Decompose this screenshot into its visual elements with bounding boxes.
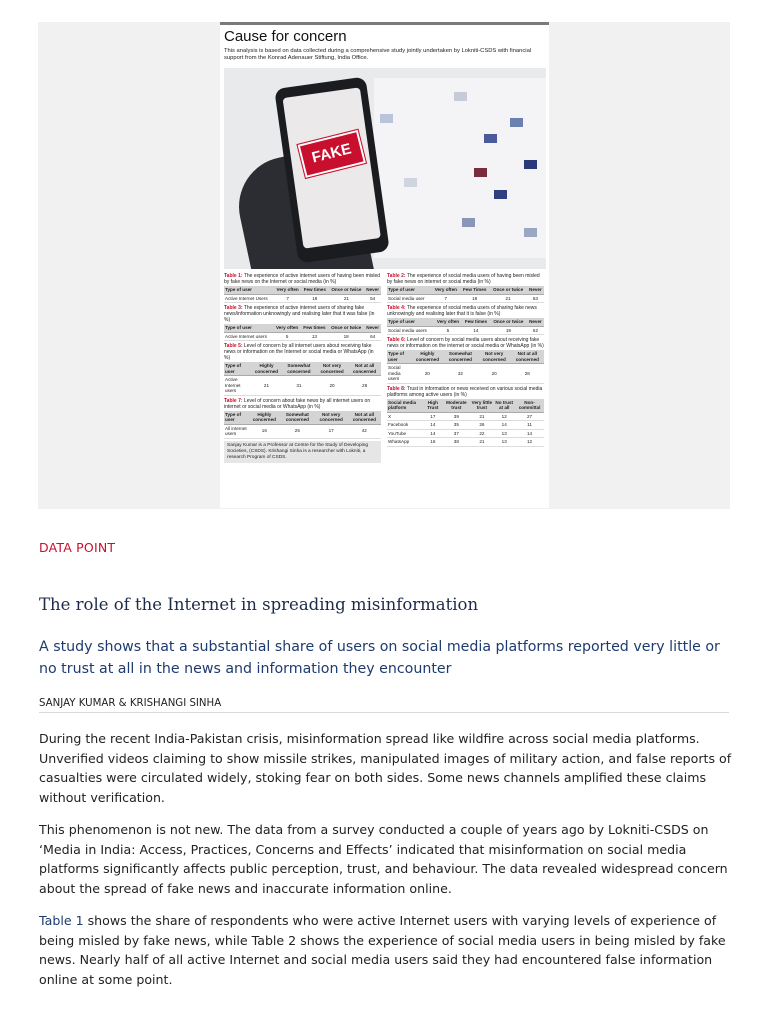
table-row: YouTube 14 37 22 13 14 bbox=[387, 429, 544, 438]
table-row: Social media users 20 32 20 28 bbox=[387, 364, 544, 384]
table-row: Facebook 14 35 26 14 11 bbox=[387, 421, 544, 430]
table-caption: Table 6: Level of concern by social media users about receiving fake news or information on the internet or social media or WhatsApp (in %) bbox=[387, 337, 544, 349]
table-6: Type of user Highly concerned Somewhat concerned Not very concerned Not at all concerned Social media users 20 32 20 28 bbox=[387, 350, 544, 384]
article-paragraph: Table 1 shows the share of respondents who were active Internet users with varying levels of experience of being misled by fake news, while Table 2 shows the experience of social media users in being misled by fake news. Nearly half of all active Internet and social media users said they had encountered false information online at some point. bbox=[39, 913, 726, 987]
infographic bbox=[220, 22, 549, 508]
tables-right-column bbox=[387, 271, 544, 449]
article-paragraph: During the recent India-Pakistan crisis, misinformation spread like wildfire across social media platforms. Unverified videos claiming to show missile strikes, manipulated images of military action, and false reports of casualties were circulated widely, stoking fear on both sides. Some news channels amplified these claims without verification. bbox=[39, 731, 732, 805]
table-caption: Table 3: The experience of active internet users of sharing fake news/information unknowingly and realising later that it was false (in %) bbox=[224, 305, 375, 323]
table-3: Type of user Very often Few times Once or twice Never Active Internet users 5 13 18 64 bbox=[225, 325, 380, 339]
table-row: Active Internet users 21 31 20 28 bbox=[224, 376, 381, 396]
table-8: Social media platform High Trust Moderate trust Very little trust No trust at all Non-committal X 17 39 21 12 27 Facebook 14 35 26 14 11 YouTube 14 37 22 13 14 WhatsApp 16 38 21 13 12 bbox=[387, 399, 544, 447]
infographic-tables bbox=[224, 271, 546, 508]
table-2: Type of user Very often Few Times Once or twice Never Social media user 7 18 21 53 bbox=[387, 286, 544, 303]
table-caption: Table 2: The experience of social media users of having been misled by fake news on internet or social media (in %) bbox=[387, 273, 540, 285]
section-kicker[interactable]: DATA POINT bbox=[39, 540, 116, 555]
table-row: WhatsApp 16 38 21 13 12 bbox=[387, 438, 544, 447]
byline[interactable]: SANJAY KUMAR & KRISHANGI SINHA bbox=[39, 698, 222, 709]
table-caption: Table 8: Trust in information or news received on various social media platforms among active users (in %) bbox=[387, 385, 543, 398]
table-1-reference: Table 1 bbox=[39, 913, 84, 928]
authors-note: Sanjay Kumar is a Professor at Centre for the Study of Developing Societies, (CSDS). Krishangi Sinha is a researcher with Lokniti, a research Program of CSDS. bbox=[224, 441, 381, 463]
article-paragraph: This phenomenon is not new. The data from a survey conducted a couple of years ago by Lokniti-CSDS on ‘Media in India: Access, Practices, Concerns and Effects’ indicated that misinformation on social media platforms significantly affects public perception, trust, and behaviour. The data revealed widespread concern about the spread of fake news and inaccurate information online. bbox=[39, 822, 728, 896]
table-row: Active Internet Users 7 18 21 54 bbox=[224, 294, 381, 303]
table-4: Type of user Very often Few times Once or twice Never Social media users 5 14 19 62 bbox=[387, 318, 544, 335]
byline-divider bbox=[39, 712, 729, 713]
article-deck: A study shows that a substantial share of users on social media platforms reported very little or no trust at all in the news and information they encounter bbox=[39, 639, 720, 677]
tables-left-column bbox=[224, 271, 381, 463]
table-row: X 17 39 21 12 27 bbox=[387, 412, 544, 421]
fake-label: FAKE bbox=[298, 130, 366, 178]
infographic-title: Cause for concern bbox=[224, 28, 347, 45]
table-caption: Table 5: Level of concern by all internet users about receiving fake news or information on the Internet or social media or WhatsApp (in %) bbox=[224, 343, 374, 361]
table-row: Social media users 5 14 19 62 bbox=[387, 326, 544, 335]
table-5: Type of user Highly concerned Somewhat concerned Not very concerned Not at all concerned Active Internet users 21 31 20 28 bbox=[224, 362, 381, 396]
infographic-top-bar bbox=[220, 22, 549, 25]
table-caption: Table 4: The experience of social media users of sharing fake news unknowingly and realising later that it is false (in %) bbox=[387, 305, 537, 317]
table-7: Type of user Highly concerned Somewhat concerned Not very concerned Not at all concerned All internet users 16 25 17 42 bbox=[224, 411, 381, 439]
fake-news-photo bbox=[224, 68, 546, 269]
table-1: Type of user Very often Few times Once or twice Never Active Internet Users 7 18 21 54 bbox=[225, 287, 380, 301]
table-caption: Table 1: The experience of active internet users of having been misled by fake news on the Internet or social media (in %) bbox=[224, 273, 381, 285]
table-row: Social media user 7 18 21 53 bbox=[387, 294, 544, 303]
infographic-subtitle: This analysis is based on data collected during a comprehensive study jointly undertaken by Lokniti-CSDS with financial support from the Konrad Adenauer Stiftung, India Office. bbox=[224, 48, 532, 61]
table-row: All internet users 16 25 17 42 bbox=[224, 424, 381, 438]
table-caption: Table 7: Level of concern about fake news by all internet users on internet or social media or WhatsApp (in %) bbox=[224, 397, 371, 410]
monitor-screen bbox=[374, 78, 546, 258]
article-headline: The role of the Internet in spreading misinformation bbox=[39, 595, 479, 614]
table-row: Active Internet users 5 13 18 64 bbox=[224, 332, 381, 341]
